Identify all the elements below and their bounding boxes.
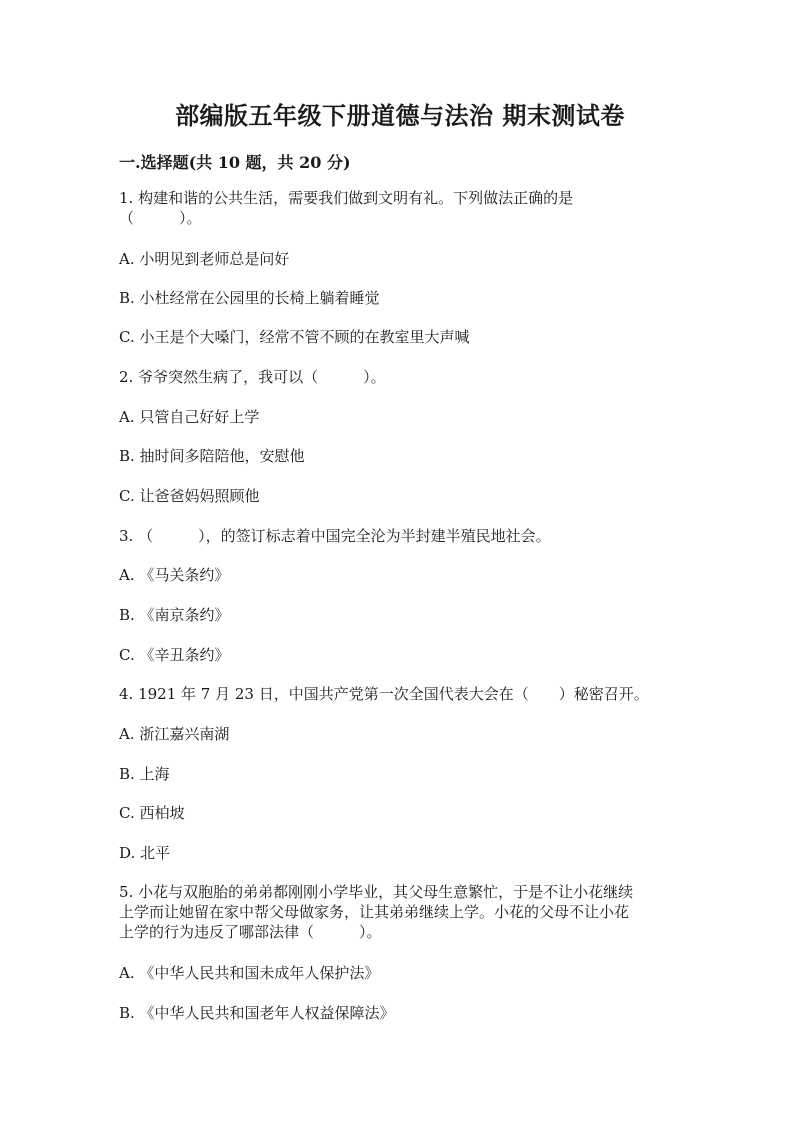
option-b: B. 小杜经常在公园里的长椅上躺着睡觉 [119, 289, 380, 307]
option-a: A. 小明见到老师总是问好 [119, 250, 290, 268]
question-text: 3. （ ），的签订标志着中国完全沦为半封建半殖民地社会。 [119, 527, 551, 545]
option-a: A. 《马关条约》 [119, 566, 230, 584]
option-b: B. 《中华人民共和国老年人权益保障法》 [119, 1004, 395, 1022]
question-1 [119, 188, 679, 228]
question-5 [119, 882, 679, 942]
question-2 [119, 367, 679, 387]
option-d: D. 北平 [119, 844, 171, 862]
option-a: A. 只管自己好好上学 [119, 408, 260, 426]
question-text: 5. 小花与双胞胎的弟弟都刚刚小学毕业，其父母生意繁忙，于是不让小花继续 [119, 883, 634, 901]
question-3 [119, 526, 679, 546]
option-c: C. 让爸爸妈妈照顾他 [119, 487, 260, 505]
option-b: B. 上海 [119, 765, 170, 783]
question-text: 上学而让她留在家中帮父母做家务，让其弟弟继续上学。小花的父母不让小花 [119, 903, 630, 921]
option-c: C. 小王是个大嗓门，经常不管不顾的在教室里大声喊 [119, 328, 470, 346]
question-text: （ ）。 [119, 209, 202, 227]
option-c: C. 西柏坡 [119, 804, 185, 822]
question-text: 上学的行为违反了哪部法律（ ）。 [119, 923, 382, 941]
option-a: A. 浙江嘉兴南湖 [119, 725, 230, 743]
option-b: B. 《南京条约》 [119, 606, 230, 624]
page-title: 部编版五年级下册道德与法治 期末测试卷 [175, 101, 625, 130]
question-text: 4. 1921 年 7 月 23 日，中国共产党第一次全国代表大会在（ ）秘密召开。 [119, 685, 649, 703]
question-text: 2. 爷爷突然生病了，我可以（ ）。 [119, 368, 386, 386]
option-a: A. 《中华人民共和国未成年人保护法》 [119, 964, 380, 982]
question-4 [119, 684, 679, 704]
option-b: B. 抽时间多陪陪他，安慰他 [119, 447, 305, 465]
section-heading: 一.选择题(共 10 题，共 20 分) [119, 153, 351, 172]
question-text: 1. 构建和谐的公共生活，需要我们做到文明有礼。下列做法正确的是 [119, 189, 574, 207]
option-c: C. 《辛丑条约》 [119, 646, 230, 664]
